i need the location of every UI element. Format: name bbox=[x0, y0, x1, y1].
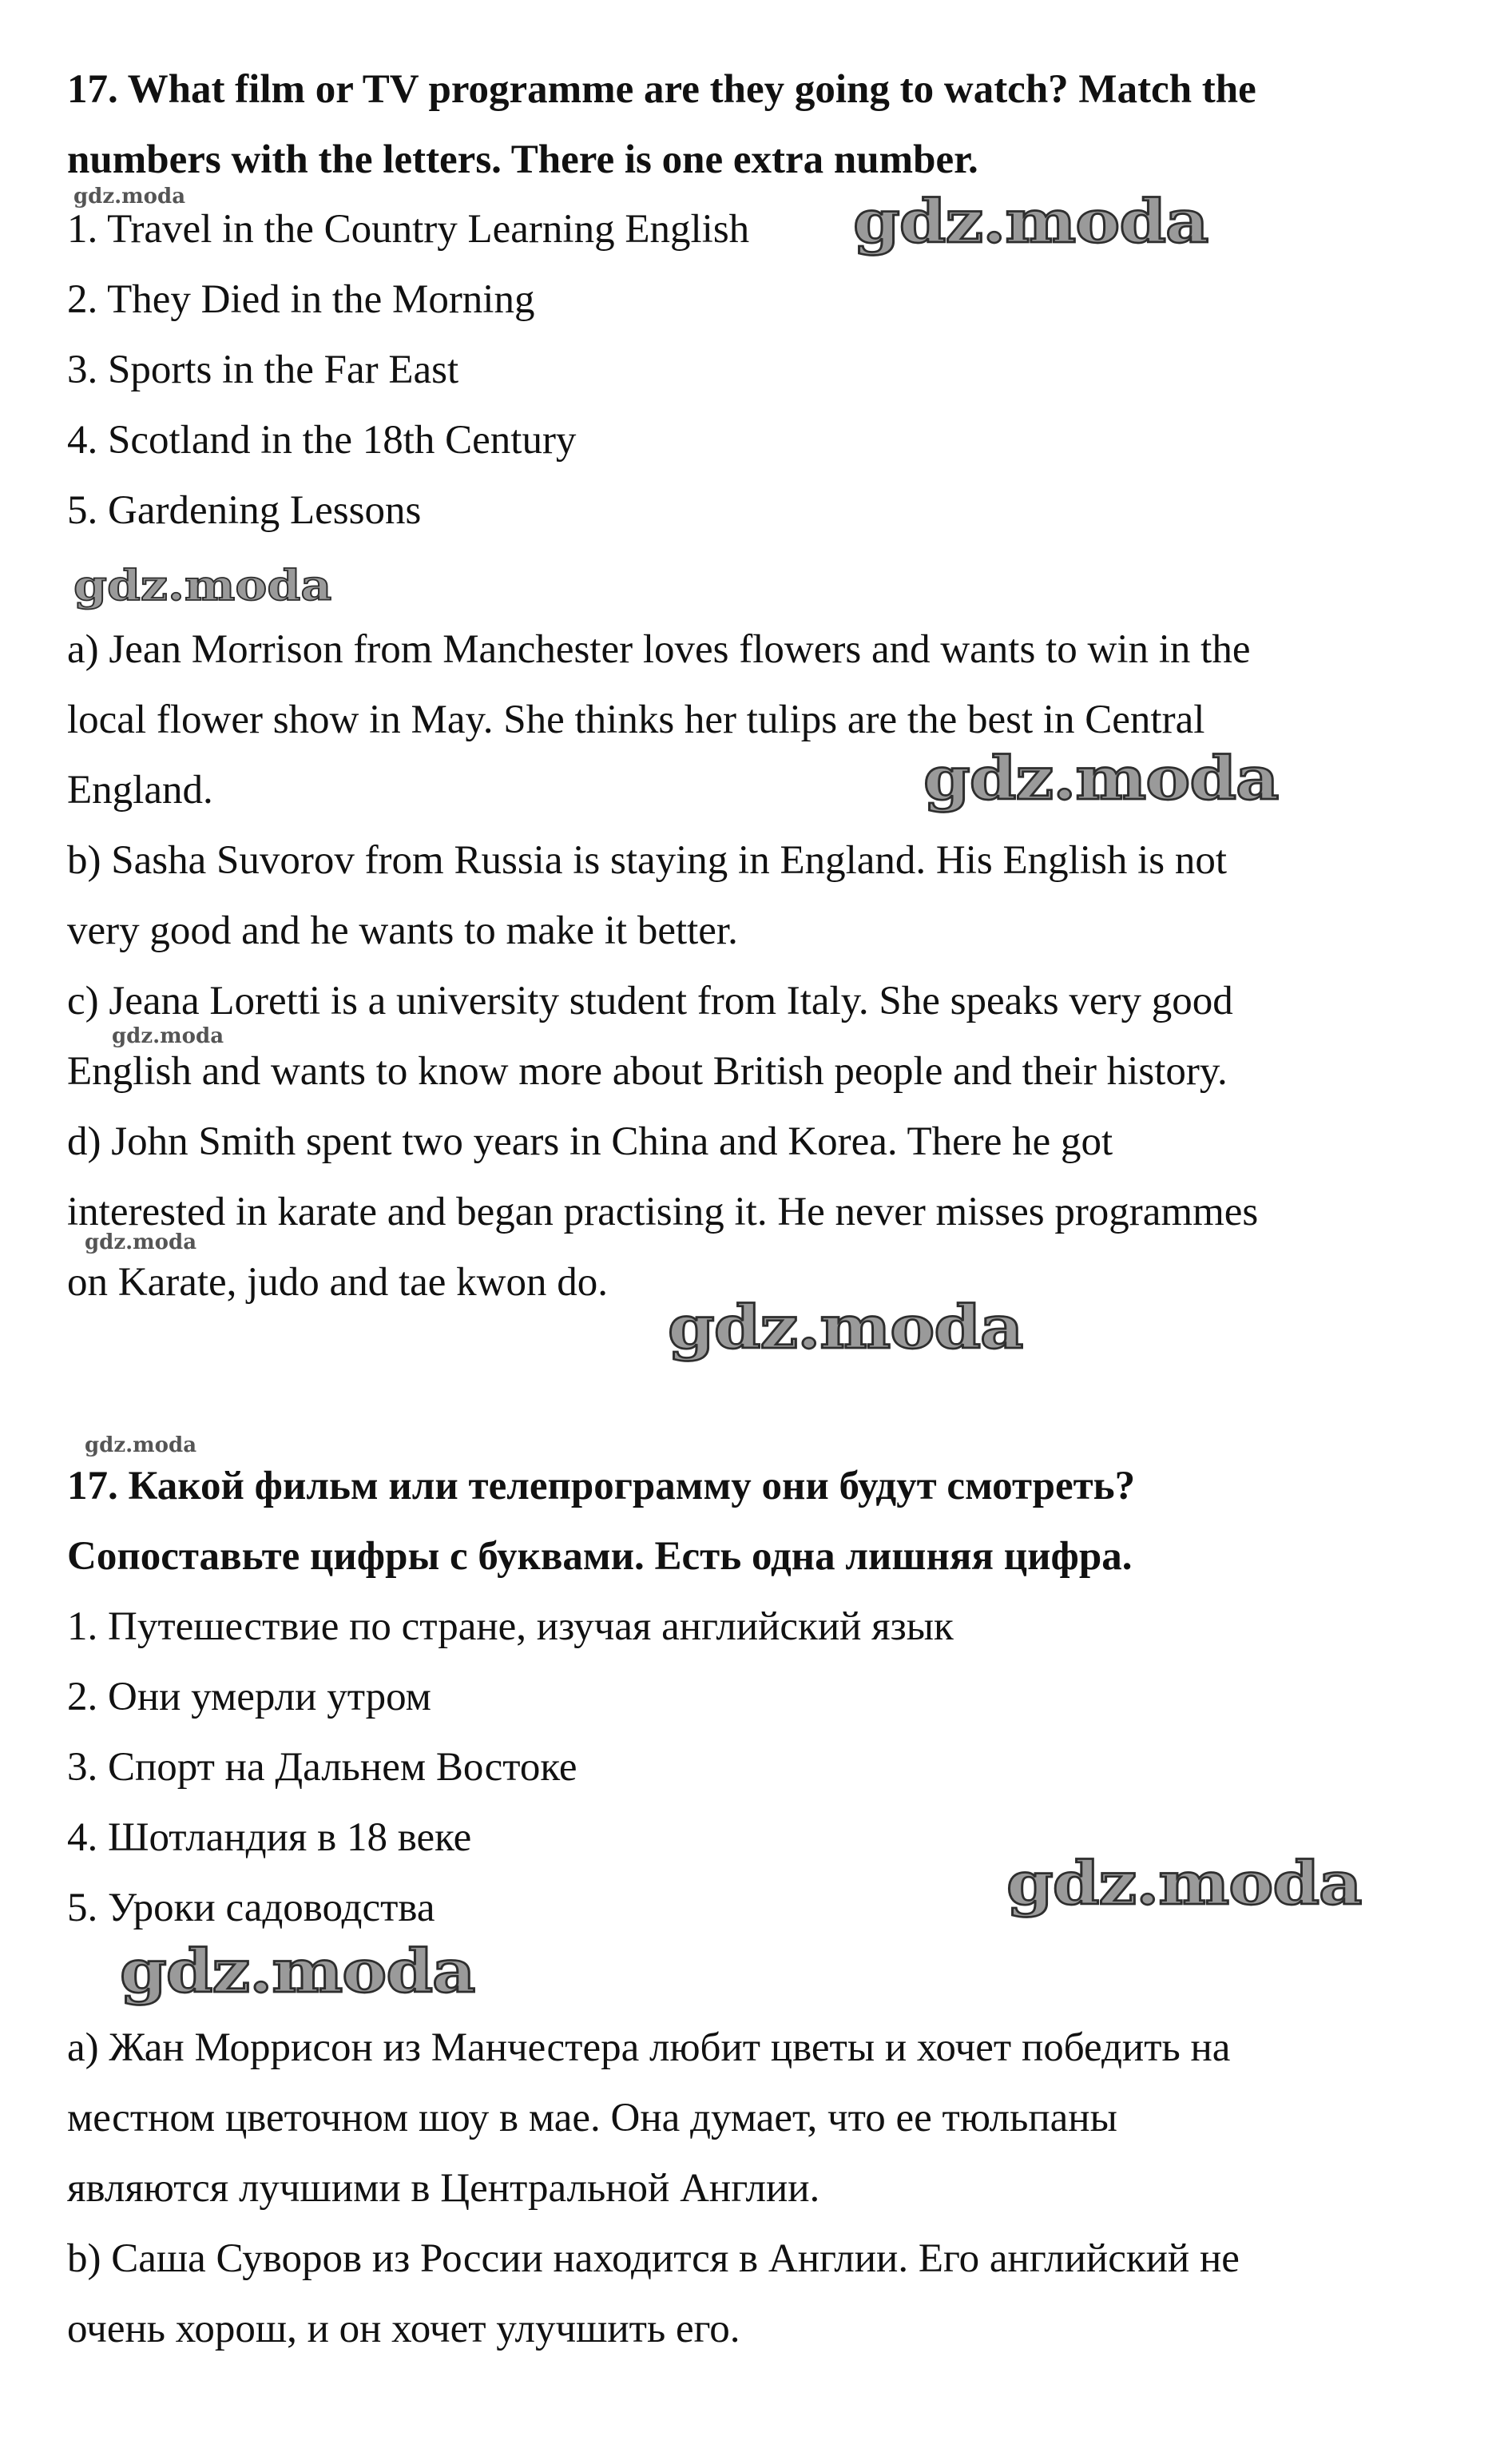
list-item: 5. Уроки садоводства bbox=[67, 1886, 435, 1930]
exercise-heading-en-line1: 17. What film or TV programme are they going to watch? Match the bbox=[67, 67, 1256, 112]
watermark: gdz.moda bbox=[1006, 1848, 1362, 1918]
paragraph-line: interested in karate and began practising it. He never misses programmes bbox=[67, 1190, 1259, 1234]
watermark-small: gdz.moda bbox=[85, 1230, 197, 1254]
watermark: gdz.moda bbox=[668, 1292, 1023, 1362]
paragraph-line: very good and he wants to make it better. bbox=[67, 908, 738, 953]
exercise-heading-en-line2: numbers with the letters. There is one extra number. bbox=[67, 137, 978, 182]
paragraph-line: a) Jean Morrison from Manchester loves flowers and wants to win in the bbox=[67, 627, 1251, 672]
list-item: 2. They Died in the Morning bbox=[67, 277, 535, 322]
paragraph-line: English and wants to know more about British people and their history. bbox=[67, 1049, 1228, 1094]
paragraph-line: d) John Smith spent two years in China and Korea. There he got bbox=[67, 1119, 1113, 1164]
paragraph-line: b) Саша Суворов из России находится в Англии. Его английский не bbox=[67, 2236, 1240, 2281]
watermark-small: gdz.moda bbox=[112, 1024, 224, 1048]
list-item: 4. Шотландия в 18 веке bbox=[67, 1815, 472, 1860]
watermark: gdz.moda bbox=[923, 743, 1279, 813]
watermark: gdz.moda bbox=[120, 1936, 475, 2006]
watermark-small: gdz.moda bbox=[73, 185, 186, 209]
exercise-heading-ru-line2: Сопоставьте цифры с буквами. Есть одна лишняя цифра. bbox=[67, 1534, 1133, 1579]
paragraph-line: c) Jeana Loretti is a university student from Italy. She speaks very good bbox=[67, 979, 1233, 1023]
list-item: 1. Путешествие по стране, изучая английский язык bbox=[67, 1604, 954, 1649]
list-item: 4. Scotland in the 18th Century bbox=[67, 418, 577, 463]
watermark: gdz.moda bbox=[853, 186, 1208, 256]
paragraph-line: a) Жан Моррисон из Манчестера любит цветы и хочет победить на bbox=[67, 2025, 1231, 2070]
paragraph-line: являются лучшими в Центральной Англии. bbox=[67, 2166, 820, 2211]
list-item: 2. Они умерли утром bbox=[67, 1675, 431, 1719]
watermark-small: gdz.moda bbox=[85, 1433, 197, 1457]
paragraph-line: England. bbox=[67, 768, 213, 813]
exercise-heading-ru-line1: 17. Какой фильм или телепрограмму они будут смотреть? bbox=[67, 1464, 1136, 1508]
paragraph-line: местном цветочном шоу в мае. Она думает, что ее тюльпаны bbox=[67, 2096, 1117, 2140]
list-item: 1. Travel in the Country Learning English bbox=[67, 207, 750, 252]
list-item: 3. Спорт на Дальнем Востоке bbox=[67, 1745, 577, 1790]
paragraph-line: очень хорош, и он хочет улучшить его. bbox=[67, 2307, 740, 2351]
paragraph-line: b) Sasha Suvorov from Russia is staying in England. His English is not bbox=[67, 838, 1228, 883]
watermark: gdz.moda bbox=[73, 561, 332, 610]
list-item: 3. Sports in the Far East bbox=[67, 348, 459, 392]
paragraph-line: local flower show in May. She thinks her tulips are the best in Central bbox=[67, 697, 1205, 742]
list-item: 5. Gardening Lessons bbox=[67, 488, 422, 533]
paragraph-line: on Karate, judo and tae kwon do. bbox=[67, 1260, 608, 1305]
